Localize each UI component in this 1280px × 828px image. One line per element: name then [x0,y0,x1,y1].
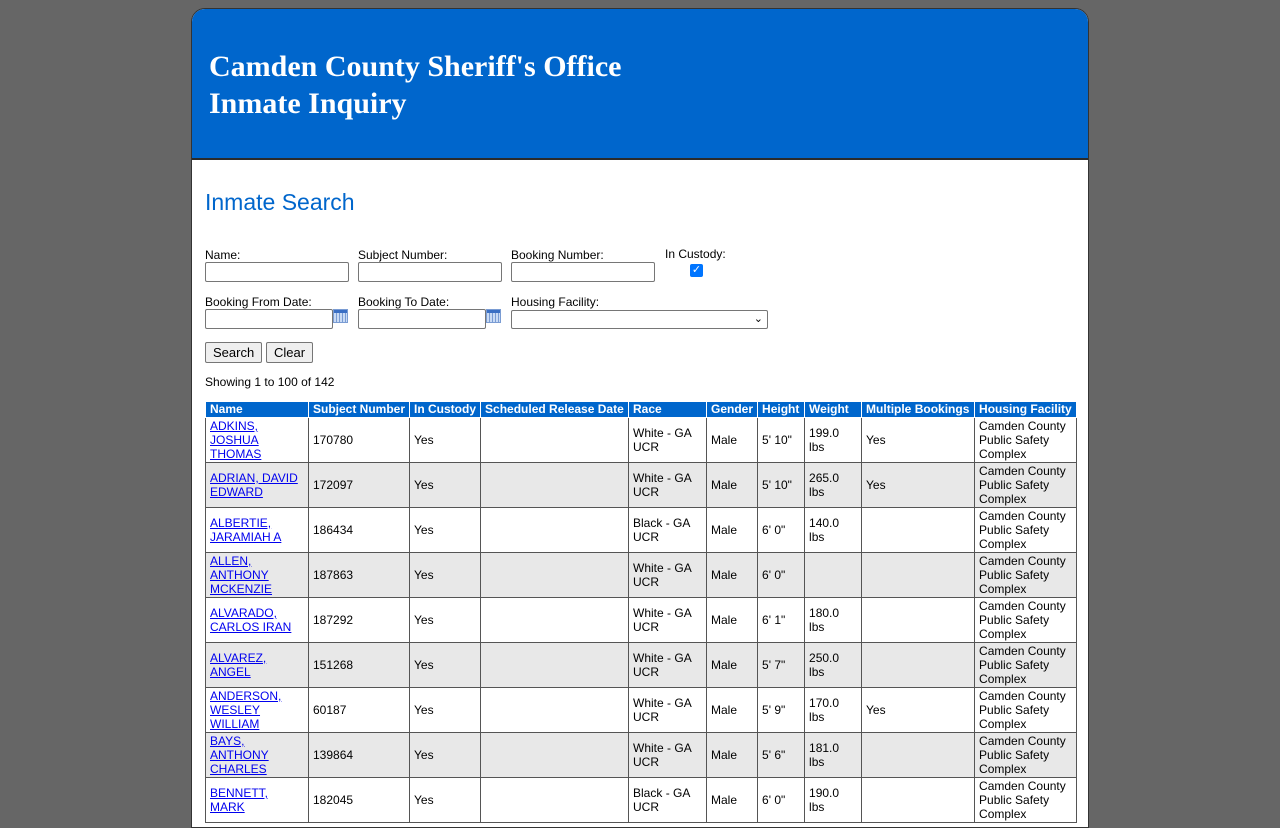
race-cell: White - GA UCR [629,463,707,508]
weight-cell: 265.0 lbs [805,463,862,508]
race-cell: Black - GA UCR [629,778,707,823]
release-date-cell [481,778,629,823]
release-date-cell [481,688,629,733]
subject-number-cell: 187292 [309,598,410,643]
table-row [206,778,1077,823]
name-cell [206,733,309,778]
release-date-cell [481,733,629,778]
subject-number-cell: 187863 [309,553,410,598]
in-custody-label: In Custody: [665,247,726,261]
weight-cell: 181.0 lbs [805,733,862,778]
multiple-bookings-cell: Yes [862,688,975,733]
height-cell: 6' 0" [758,553,805,598]
in-custody-cell: Yes [410,598,481,643]
race-cell: White - GA UCR [629,598,707,643]
in-custody-cell: Yes [410,418,481,463]
subject-number-cell: 182045 [309,778,410,823]
name-cell [206,418,309,463]
gender-cell: Male [707,418,758,463]
height-cell: 5' 10" [758,418,805,463]
race-cell: White - GA UCR [629,418,707,463]
site-title [209,48,1088,122]
name-input[interactable] [205,262,349,282]
race-cell: Black - GA UCR [629,508,707,553]
inmate-name-link[interactable]: ALBERTIE, JARAMIAH A [210,516,282,544]
housing-facility-cell: Camden County Public Safety Complex [975,508,1077,553]
gender-cell: Male [707,778,758,823]
in-custody-cell: Yes [410,643,481,688]
in-custody-cell: Yes [410,778,481,823]
housing-facility-cell: Camden County Public Safety Complex [975,463,1077,508]
weight-cell: 190.0 lbs [805,778,862,823]
in-custody-cell: Yes [410,733,481,778]
weight-cell: 180.0 lbs [805,598,862,643]
release-date-cell [481,598,629,643]
table-row [206,508,1077,553]
name-cell [206,598,309,643]
weight-cell: 250.0 lbs [805,643,862,688]
gender-cell: Male [707,598,758,643]
subject-number-cell: 151268 [309,643,410,688]
inmate-name-link[interactable]: ANDERSON, WESLEY WILLIAM [210,689,282,731]
height-cell: 5' 7" [758,643,805,688]
height-cell: 5' 9" [758,688,805,733]
multiple-bookings-cell: Yes [862,418,975,463]
height-cell: 6' 0" [758,508,805,553]
column-header-facility[interactable]: Housing Facility [975,402,1077,418]
calendar-icon[interactable] [486,309,501,323]
table-header-row [206,402,1077,418]
race-cell: White - GA UCR [629,733,707,778]
weight-cell: 170.0 lbs [805,688,862,733]
site-title-line2: Inmate Inquiry [209,87,407,120]
multiple-bookings-cell [862,553,975,598]
housing-facility-cell: Camden County Public Safety Complex [975,418,1077,463]
column-header-height[interactable]: Height [758,402,805,418]
weight-cell: 140.0 lbs [805,508,862,553]
gender-cell: Male [707,643,758,688]
booking-number-input[interactable] [511,262,655,282]
name-label: Name: [205,248,241,262]
weight-cell [805,553,862,598]
table-row [206,418,1077,463]
gender-cell: Male [707,553,758,598]
column-header-custody[interactable]: In Custody [410,402,481,418]
booking-from-label: Booking From Date: [205,295,312,309]
subject-number-label: Subject Number: [358,248,448,262]
housing-facility-cell: Camden County Public Safety Complex [975,553,1077,598]
housing-facility-cell: Camden County Public Safety Complex [975,598,1077,643]
race-cell: White - GA UCR [629,553,707,598]
column-header-subject[interactable]: Subject Number [309,402,410,418]
name-cell [206,778,309,823]
column-header-weight[interactable]: Weight [805,402,862,418]
release-date-cell [481,418,629,463]
housing-facility-select[interactable] [511,310,768,329]
race-cell: White - GA UCR [629,688,707,733]
gender-cell: Male [707,508,758,553]
multiple-bookings-cell [862,643,975,688]
site-title-line1: Camden County Sheriff's Office [209,50,622,83]
chevron-down-icon: ⌄ [753,313,763,325]
table-row [206,688,1077,733]
name-cell [206,688,309,733]
column-header-gender[interactable]: Gender [707,402,758,418]
clear-button[interactable]: Clear [266,342,313,363]
housing-facility-cell: Camden County Public Safety Complex [975,733,1077,778]
height-cell: 6' 1" [758,598,805,643]
results-table [205,401,1077,823]
subject-number-cell: 60187 [309,688,410,733]
subject-number-cell: 139864 [309,733,410,778]
table-row [206,643,1077,688]
gender-cell: Male [707,463,758,508]
table-row [206,733,1077,778]
race-cell: White - GA UCR [629,643,707,688]
name-cell [206,643,309,688]
column-header-race[interactable]: Race [629,402,707,418]
booking-to-label: Booking To Date: [358,295,450,309]
name-cell [206,463,309,508]
multiple-bookings-cell [862,508,975,553]
subject-number-cell: 186434 [309,508,410,553]
in-custody-cell: Yes [410,553,481,598]
inmate-name-link[interactable]: BENNETT, MARK [210,786,269,814]
in-custody-cell: Yes [410,508,481,553]
search-button[interactable]: Search [205,342,262,363]
calendar-icon[interactable] [333,309,348,323]
inmate-name-link[interactable]: ALVARADO, CARLOS IRAN [210,606,292,634]
column-header-multiple[interactable]: Multiple Bookings [862,402,975,418]
in-custody-checkbox[interactable]: ✓ [691,264,702,276]
inmate-name-link[interactable]: ALVAREZ, ANGEL [210,651,267,679]
housing-facility-cell: Camden County Public Safety Complex [975,643,1077,688]
height-cell: 6' 0" [758,778,805,823]
table-row [206,598,1077,643]
height-cell: 5' 6" [758,733,805,778]
header-banner [192,9,1088,160]
weight-cell: 199.0 lbs [805,418,862,463]
table-row [206,553,1077,598]
subject-number-input[interactable] [358,262,502,282]
subject-number-cell: 172097 [309,463,410,508]
booking-to-input[interactable] [358,309,486,329]
booking-number-label: Booking Number: [511,248,604,262]
table-row [206,463,1077,508]
multiple-bookings-cell [862,778,975,823]
inmate-name-link[interactable]: ALLEN, ANTHONY MCKENZIE [210,554,273,596]
housing-facility-label: Housing Facility: [511,295,600,309]
name-cell [206,553,309,598]
multiple-bookings-cell [862,598,975,643]
multiple-bookings-cell [862,733,975,778]
results-summary: Showing 1 to 100 of 142 [205,375,335,389]
housing-facility-cell: Camden County Public Safety Complex [975,688,1077,733]
height-cell: 5' 10" [758,463,805,508]
subject-number-cell: 170780 [309,418,410,463]
inmate-name-link[interactable]: ADRIAN, DAVID EDWARD [210,471,298,499]
column-header-name[interactable]: Name [206,402,309,418]
release-date-cell [481,553,629,598]
name-cell [206,508,309,553]
gender-cell: Male [707,733,758,778]
gender-cell: Male [707,688,758,733]
housing-facility-cell: Camden County Public Safety Complex [975,778,1077,823]
booking-from-input[interactable] [205,309,333,329]
in-custody-cell: Yes [410,688,481,733]
inmate-name-link[interactable]: BAYS, ANTHONY CHARLES [210,734,269,776]
release-date-cell [481,508,629,553]
column-header-release[interactable]: Scheduled Release Date [481,402,629,418]
section-title: Inmate Search [205,189,355,215]
page-container [191,8,1089,828]
release-date-cell [481,463,629,508]
inmate-name-link[interactable]: ADKINS, JOSHUA THOMAS [210,419,262,461]
release-date-cell [481,643,629,688]
in-custody-cell: Yes [410,463,481,508]
multiple-bookings-cell: Yes [862,463,975,508]
